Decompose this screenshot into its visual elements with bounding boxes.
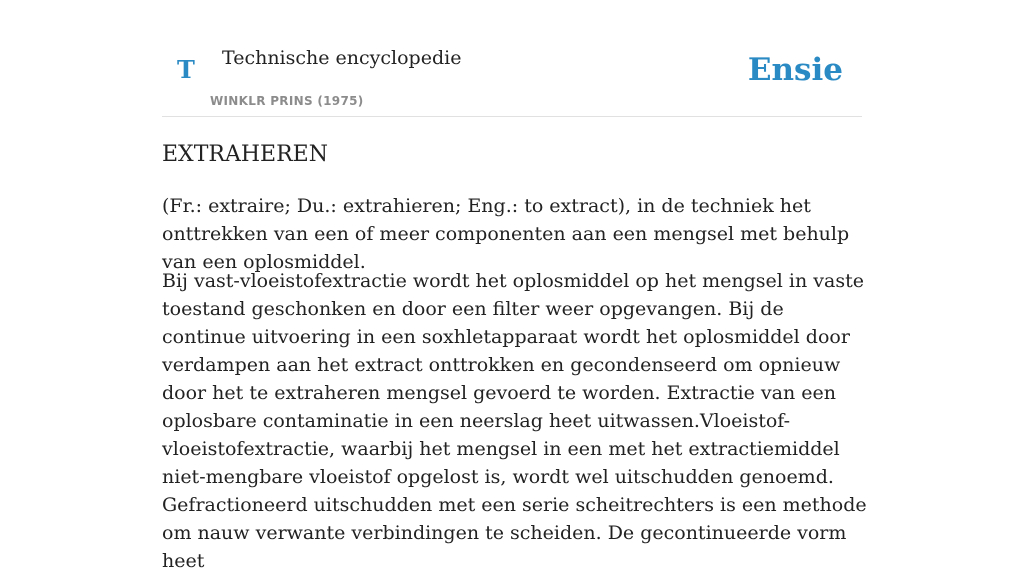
source-logo[interactable]: T bbox=[177, 55, 195, 84]
ensie-logo[interactable]: Ensie bbox=[747, 52, 843, 88]
source-subtitle: WINKLR PRINS (1975) bbox=[210, 94, 364, 108]
article-paragraph: (Fr.: extraire; Du.: extrahieren; Eng.: to extract), in de techniek het onttrekken van een of meer componenten aan een mengsel met behulp van een oplosmiddel. bbox=[162, 195, 850, 273]
source-title-link[interactable]: Technische encyclopedie bbox=[222, 47, 462, 69]
article-title: EXTRAHEREN bbox=[162, 142, 328, 167]
source-header bbox=[162, 0, 862, 117]
article-paragraph: Bij vast-vloeistofextractie wordt het oplosmiddel op het mengsel in vaste toestand geschonken en door een filter weer opgevangen. Bij de continue uitvoering in een soxhletapparaat wordt het oplosmiddel door verdampen aan het extract onttrokken en gecondenseerd om opnieuw door het te extraheren mengsel gevoerd te worden. Extractie van een oplosbare contaminatie in een neerslag heet uitwassen.Vloeistof-vloeistofextractie, waarbij het mengsel in een met het extractiemiddel niet-mengbare vloeistof opgelost is, wordt wel uitschudden genoemd. Gefractioneerd uitschudden met een serie scheitrechters is een methode om nauw verwante verbindingen te scheiden. De gecontinueerde vorm heet bbox=[162, 270, 867, 572]
